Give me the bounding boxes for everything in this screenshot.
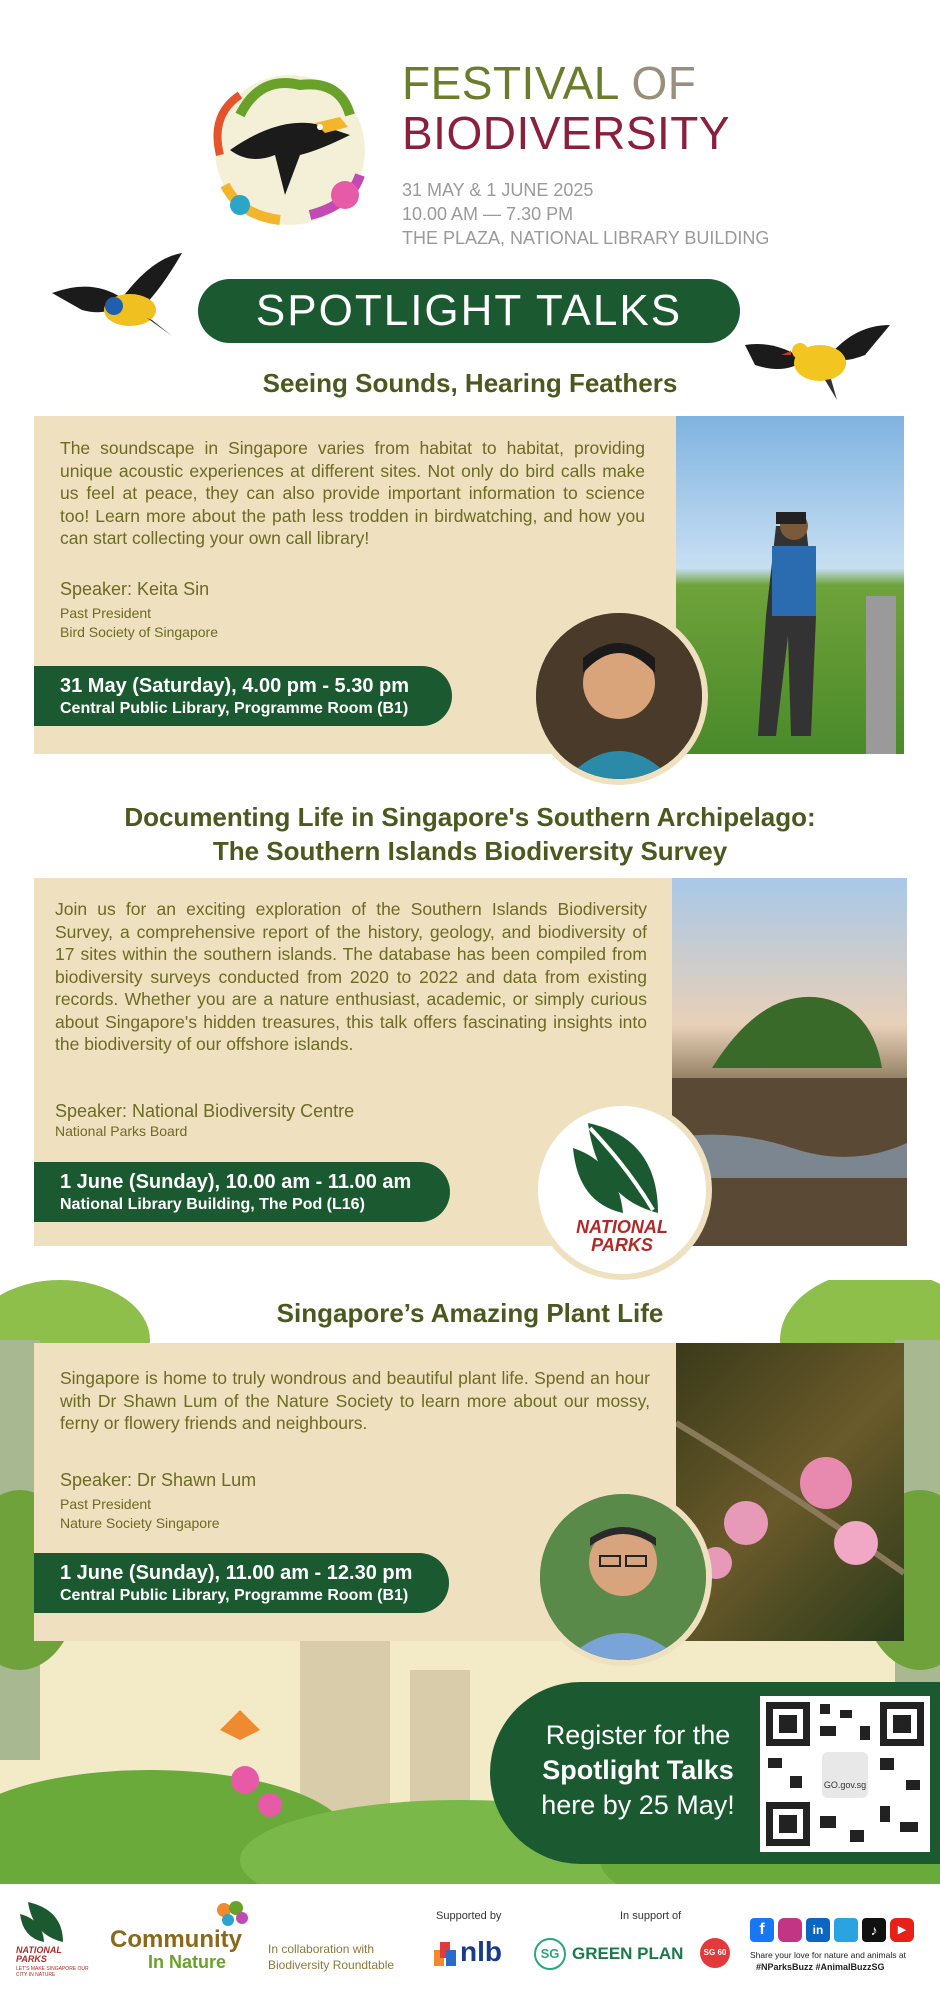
talk2-schedule [34, 1162, 450, 1222]
talk1-photo-birder [676, 416, 904, 754]
footer-nparks2: PARKS [16, 1954, 47, 1964]
talk2-where: National Library Building, The Pod (L16) [60, 1196, 365, 1213]
bird-illustration-left [52, 248, 187, 340]
festival-title [402, 58, 730, 158]
register-line3: here by 25 May! [541, 1790, 735, 1820]
footer-nlb: nlb [460, 1936, 502, 1967]
title-festival: FESTIVAL [402, 57, 619, 109]
nparks-footer-leaf-icon [18, 1900, 68, 1944]
register-line2: Spotlight Talks [542, 1755, 734, 1785]
festival-date: 31 MAY & 1 JUNE 2025 [402, 180, 594, 200]
talk2-when: 1 June (Sunday), 10.00 am - 11.00 am [60, 1171, 412, 1193]
footer-nparks-tagline: LET'S MAKE SINGAPORE OUR CITY IN NATURE [16, 1966, 89, 1978]
festival-info [402, 178, 769, 250]
footer-greenplan-sg: SG [534, 1938, 566, 1970]
talk3-description: Singapore is home to truly wondrous and beautiful plant life. Spend an hour with Dr Shawn Lum of the Nature Society to learn more about our mossy, ferny or flowery friends and neighbours. [60, 1368, 650, 1433]
talk3-role: Past President [60, 1496, 152, 1512]
footer-nparks1: NATIONAL [16, 1945, 62, 1955]
talk3-where: Central Public Library, Programme Room (B1) [60, 1587, 409, 1604]
talk3-title: Singapore’s Amazing Plant Life [276, 1298, 664, 1328]
talk1-speaker-photo [530, 607, 708, 785]
footer-greenplan: GREEN PLAN [572, 1944, 684, 1963]
facebook-icon[interactable]: f [750, 1918, 774, 1942]
telegram-icon[interactable] [834, 1918, 858, 1942]
footer-supported-by: Supported by [436, 1910, 502, 1922]
talk1-title: Seeing Sounds, Hearing Feathers [262, 368, 678, 398]
footer-community2: In Nature [148, 1952, 227, 1972]
festival-time: 10.00 AM — 7.30 PM [402, 204, 574, 224]
register-text [518, 1718, 758, 1823]
talk3-when: 1 June (Sunday), 11.00 am - 12.30 pm [60, 1562, 413, 1584]
qr-code-icon [760, 1696, 930, 1852]
footer-collab1: In collaboration with [268, 1942, 375, 1956]
footer-share1: Share your love for nature and animals at [750, 1950, 906, 1960]
talk2-org: National Parks Board [55, 1123, 188, 1139]
nparks-leaf-icon [568, 1118, 678, 1218]
talk3-schedule [34, 1553, 449, 1613]
talk3-speaker: Speaker: Dr Shawn Lum [60, 1470, 257, 1490]
nparks-logo-text1: NATIONAL [576, 1217, 668, 1237]
talk1-schedule [34, 666, 452, 726]
talk3-photo-flower [676, 1343, 904, 1641]
talk2-nparks-logo [532, 1100, 712, 1280]
talk3-org: Nature Society Singapore [60, 1515, 220, 1531]
talk2-title-line1: Documenting Life in Singapore's Southern Archipelago: [124, 802, 816, 832]
footer-collab2: Biodiversity Roundtable [268, 1958, 395, 1972]
nlb-logo-icon [434, 1942, 456, 1966]
register-panel [490, 1682, 940, 1864]
talk1-speaker: Speaker: Keita Sin [60, 579, 210, 599]
register-line1: Register for the [545, 1720, 731, 1750]
footer-in-support-of: In support of [620, 1910, 682, 1922]
footer-share2: #NParksBuzz #AnimalBuzzSG [756, 1962, 885, 1972]
talk2-title-line2: The Southern Islands Biodiversity Survey [212, 836, 728, 866]
talk3-speaker-photo [534, 1488, 712, 1666]
social-icons [750, 1918, 914, 1942]
youtube-icon[interactable]: ▶ [890, 1918, 914, 1942]
talk2-description: Join us for an exciting exploration of the Southern Islands Biodiversity Survey, a comprehensive report of the history, geology, and biodiversity of 17 sites within the southern islands. The database has been compiled from biodiversity surveys conducted from 2020 to 2022 and data from existing records. Whether you are a nature enthusiast, academic, or simply curious about Singapore's hidden treasures, this talk offers fascinating insights into the biodiversity of our offshore islands. [55, 899, 647, 1054]
birder-figure [676, 416, 904, 754]
talk1-org: Bird Society of Singapore [60, 624, 218, 640]
talk1-when: 31 May (Saturday), 4.00 pm - 5.30 pm [60, 675, 410, 697]
spotlight-talks-banner: SPOTLIGHT TALKS [198, 279, 740, 343]
festival-logo [200, 55, 380, 235]
nparks-logo-text2: PARKS [591, 1235, 653, 1255]
linkedin-icon[interactable]: in [806, 1918, 830, 1942]
talk1-where: Central Public Library, Programme Room (B1) [60, 700, 409, 717]
festival-venue: THE PLAZA, NATIONAL LIBRARY BUILDING [402, 228, 770, 248]
register-qr-code[interactable] [760, 1696, 930, 1852]
footer-sg60: SG 60 [700, 1938, 730, 1968]
footer-community1: Community [110, 1926, 242, 1953]
talk2-speaker: Speaker: National Biodiversity Centre [55, 1101, 355, 1121]
footer [0, 1884, 940, 2000]
instagram-icon[interactable] [778, 1918, 802, 1942]
qr-label: GO.gov.sg [823, 1780, 867, 1790]
talk1-description: The soundscape in Singapore varies from habitat to habitat, providing unique acoustic experiences at different sites. Not only do bird calls make us feel at peace, they can also provide important information to science too! Learn more about the path less trodden in birdwatching, and how you can start collecting your own call library! [60, 438, 645, 548]
talk1-role: Past President [60, 605, 152, 621]
title-biodiversity: BIODIVERSITY [402, 107, 731, 159]
tiktok-icon[interactable]: ♪ [862, 1918, 886, 1942]
title-of: OF [631, 57, 697, 109]
